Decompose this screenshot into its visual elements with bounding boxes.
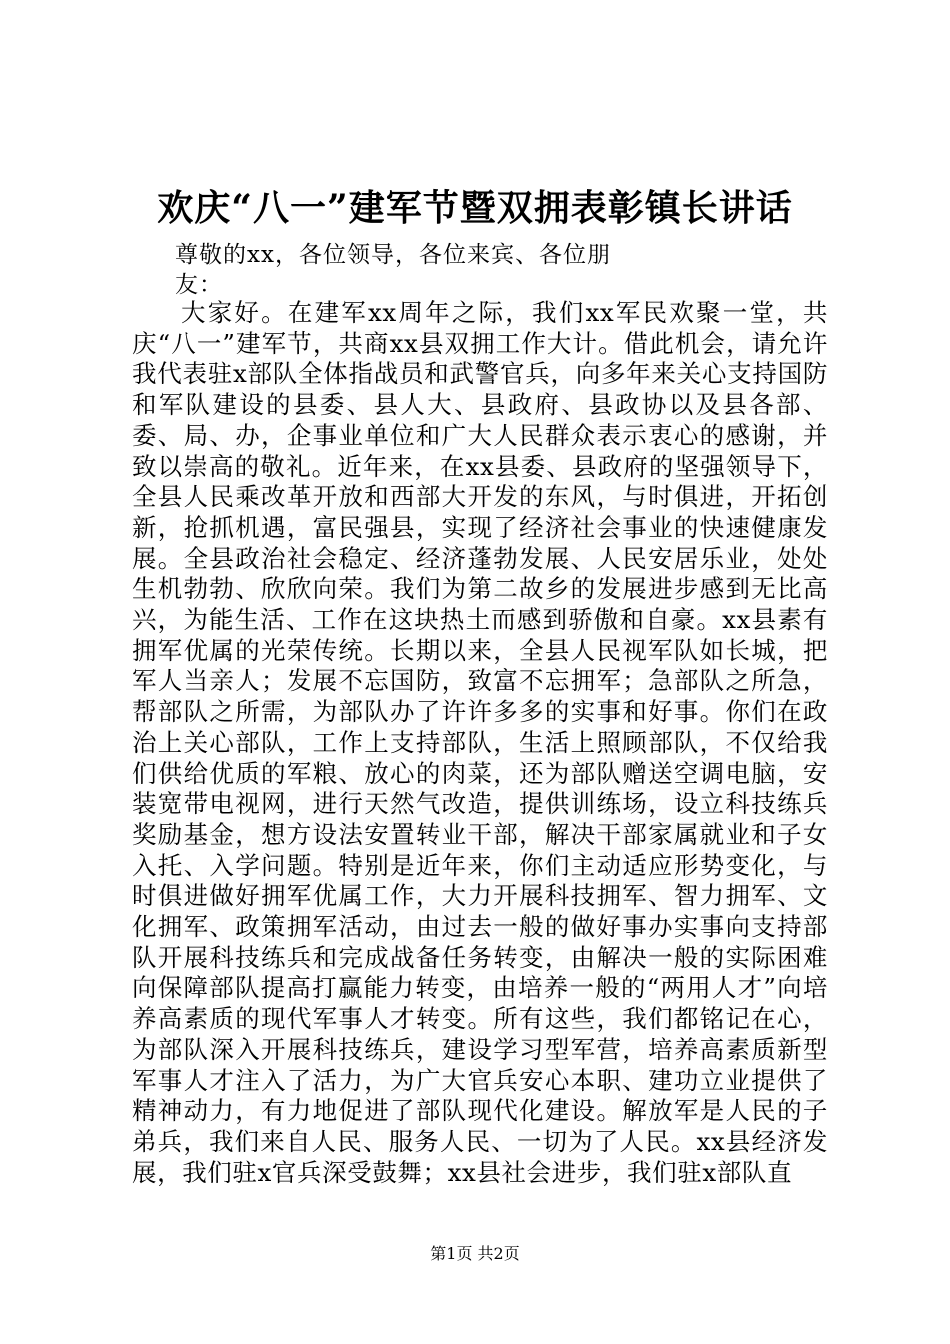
page-number-footer: 第1页 共2页 [430,1244,520,1263]
document-title: 欢庆“八一”建军节暨双拥表彰镇长讲话 [157,187,793,229]
body-paragraph: 大家好。在建军xx周年之际，我们xx军民欢聚一堂，共庆“八一”建军节，共商xx县双拥工作大计。借此机会，请允许我代表驻x部队全体指战员和武警官兵，向多年来关心支持国防和军队建设的县委、县人大、县政府、县政协以及县各部、委、局、办，企事业单位和广大人民群众表示衷心的感谢，并致以崇高的敬礼。近年来，在xx县委、县政府的坚强领导下，全县人民乘改革开放和西部大开发的东风，与时俱进，开拓创新，抢抓机遇，富民强县，实现了经济社会事业的快速健康发展。全县政治社会稳定、经济蓬勃发展、人民安居乐业，处处生机勃勃、欣欣向荣。我们为第二故乡的发展进步感到无比高兴，为能生活、工作在这块热土而感到骄傲和自豪。xx县素有拥军优属的光荣传统。长期以来，全县人民视军队如长城，把军人当亲人；发展不忘国防，致富不忘拥军；急部队之所急，帮部队之所需，为部队办了许许多多的实事和好事。你们在政治上关心部队，工作上支持部队，生活上照顾部队，不仅给我们供给优质的军粮、放心的肉菜，还为部队赠送空调电脑，安装宽带电视网，进行天然气改造，提供训练场，设立科技练兵奖励基金，想方设法安置转业干部，解决干部家属就业和子女入托、入学问题。特别是近年来，你们主动适应形势变化，与时俱进做好拥军优属工作，大力开展科技拥军、智力拥军、文化拥军、政策拥军活动，由过去一般的做好事办实事向支持部队开展科技练兵和完成战备任务转变，由解决一般的实际困难向保障部队提高打赢能力转变，由培养一般的“两用人才”向培养高素质的现代军事人才转变。所有这些，我们都铭记在心，为部队深入开展科技练兵，建设学习型军营，培养高素质新型军事人才注入了活力，为广大官兵安心本职、建功立业提供了精神动力，有力地促进了部队现代化建设。解放军是人民的子弟兵，我们来自人民、服务人民、一切为了人民。xx县经济发展，我们驻x官兵深受鼓舞；xx县社会进步，我们驻x部队直 [132,298,828,1187]
salutation-text: 尊敬的xx，各位领导，各位来宾、各位朋友： [175,242,611,298]
